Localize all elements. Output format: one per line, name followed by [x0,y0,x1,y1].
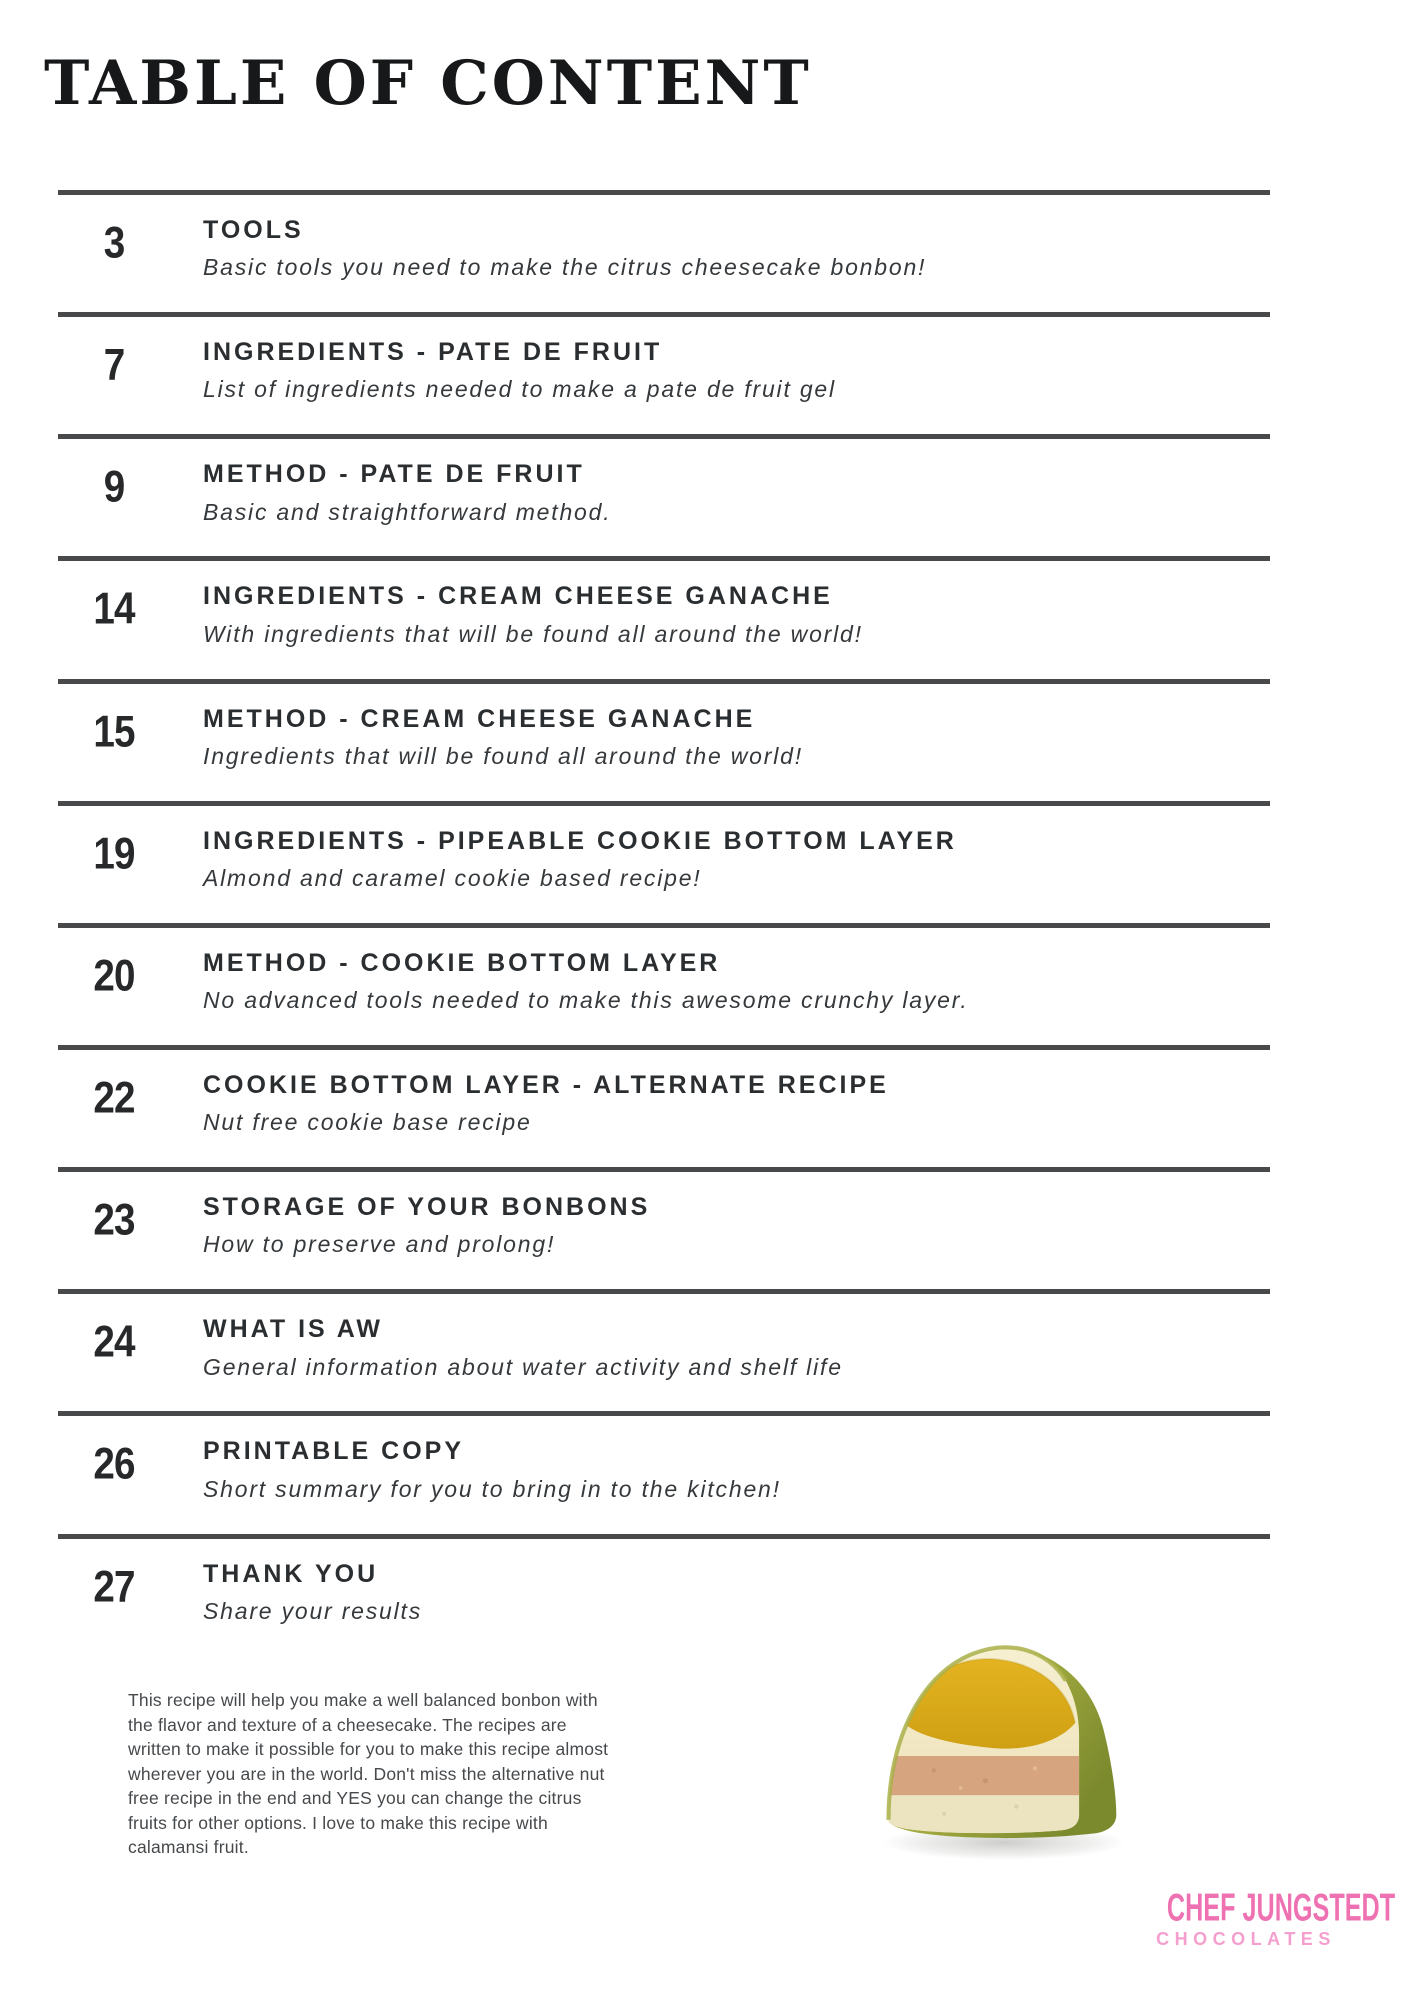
toc-entry-text [170,1192,1270,1260]
toc-entry [58,1411,1270,1533]
toc-entry-text [170,581,1270,649]
brand-name: CHEF JUNGSTEDT [1166,1884,1396,1930]
brand-subtitle: CHOCOLATES [1156,1929,1336,1949]
toc-page-number: 7 [103,339,125,390]
toc-page-number: 27 [93,1560,135,1611]
toc-entry-description: Almond and caramel cookie based recipe! [203,864,702,891]
toc-entry [58,312,1270,434]
toc-entry [58,1167,1270,1289]
toc-entry-title: INGREDIENTS - PIPEABLE COOKIE BOTTOM LAYER [203,826,957,855]
toc-entry-title: METHOD - CREAM CHEESE GANACHE [203,704,756,733]
toc-entry-description: General information about water activity and shelf life [203,1353,843,1380]
toc-entry-title: INGREDIENTS - CREAM CHEESE GANACHE [203,582,833,611]
toc-entry-description: Share your results [203,1597,423,1624]
toc-page-number: 9 [103,461,125,512]
toc-entry-title: PRINTABLE COPY [203,1437,464,1466]
toc-entry-description: Short summary for you to bring in to the kitchen! [203,1475,781,1502]
toc-page-number: 24 [93,1316,135,1367]
toc-entry-text [170,948,1270,1016]
toc-entry [58,1289,1270,1411]
toc-entry-title: METHOD - PATE DE FRUIT [203,460,585,489]
page-title: TABLE OF CONTENT [44,48,812,119]
toc-entry-text [170,1559,1270,1627]
toc-entry-description: Ingredients that will be found all around the world! [203,742,803,769]
toc-entry-title: STORAGE OF YOUR BONBONS [203,1193,651,1222]
toc-entry-description: Nut free cookie base recipe [203,1109,532,1136]
toc-entry-description: Basic and straightforward method. [203,498,612,525]
toc-entry-title: METHOD - COOKIE BOTTOM LAYER [203,948,721,977]
toc-entry-description: Basic tools you need to make the citrus cheesecake bonbon! [203,254,927,281]
toc-entry [58,434,1270,556]
toc-entry-title: COOKIE BOTTOM LAYER - ALTERNATE RECIPE [203,1070,889,1099]
toc-page-number: 20 [93,949,135,1000]
toc-entry [58,923,1270,1045]
toc-page-number: 14 [93,583,135,634]
toc-page-number: 3 [103,217,125,267]
toc-entry [58,556,1270,678]
toc-entry-text [170,459,1270,527]
toc-entry [58,1045,1270,1167]
brand-logo [1118,1884,1396,1949]
toc-page-number: 26 [93,1438,135,1489]
toc-entry-text [170,826,1270,894]
toc-entry-description: With ingredients that will be found all around the world! [203,620,863,647]
intro-paragraph: This recipe will help you make a well balanced bonbon with the flavor and texture of a cheesecake. The recipes are written to make it possible for you to make this recipe almost wherever you are in the world. Don't miss the alternative nut free recipe in the end and YES you can change the citrus fruits for other options. I love to make this recipe with calamansi fruit. [128,1690,609,1857]
toc-entry-text [170,215,1270,283]
toc-entry-text [170,704,1270,772]
toc-entry-description: List of ingredients needed to make a pate de fruit gel [203,376,836,403]
toc-page-number: 23 [93,1194,135,1245]
toc-page-number: 22 [93,1072,135,1122]
toc-entry-text [170,1314,1270,1382]
toc-entry-title: INGREDIENTS - PATE DE FRUIT [203,338,663,367]
toc-entry-text [170,1070,1270,1138]
toc-entry-text [170,337,1270,405]
toc-entry-title: WHAT IS AW [203,1315,383,1344]
toc-entry-title: TOOLS [203,216,304,244]
toc-entry-description: No advanced tools needed to make this awesome crunchy layer. [203,987,969,1014]
toc-page-number: 15 [93,705,135,756]
toc-entry-description: How to preserve and prolong! [203,1231,556,1258]
toc-entry [58,190,1270,312]
toc-page-number: 19 [93,827,135,878]
table-of-contents [58,190,1270,1656]
toc-entry [58,679,1270,801]
toc-entry-title: THANK YOU [203,1559,379,1588]
toc-entry [58,801,1270,923]
bonbon-cross-section-image [872,1638,1140,1874]
toc-entry-text [170,1436,1270,1504]
